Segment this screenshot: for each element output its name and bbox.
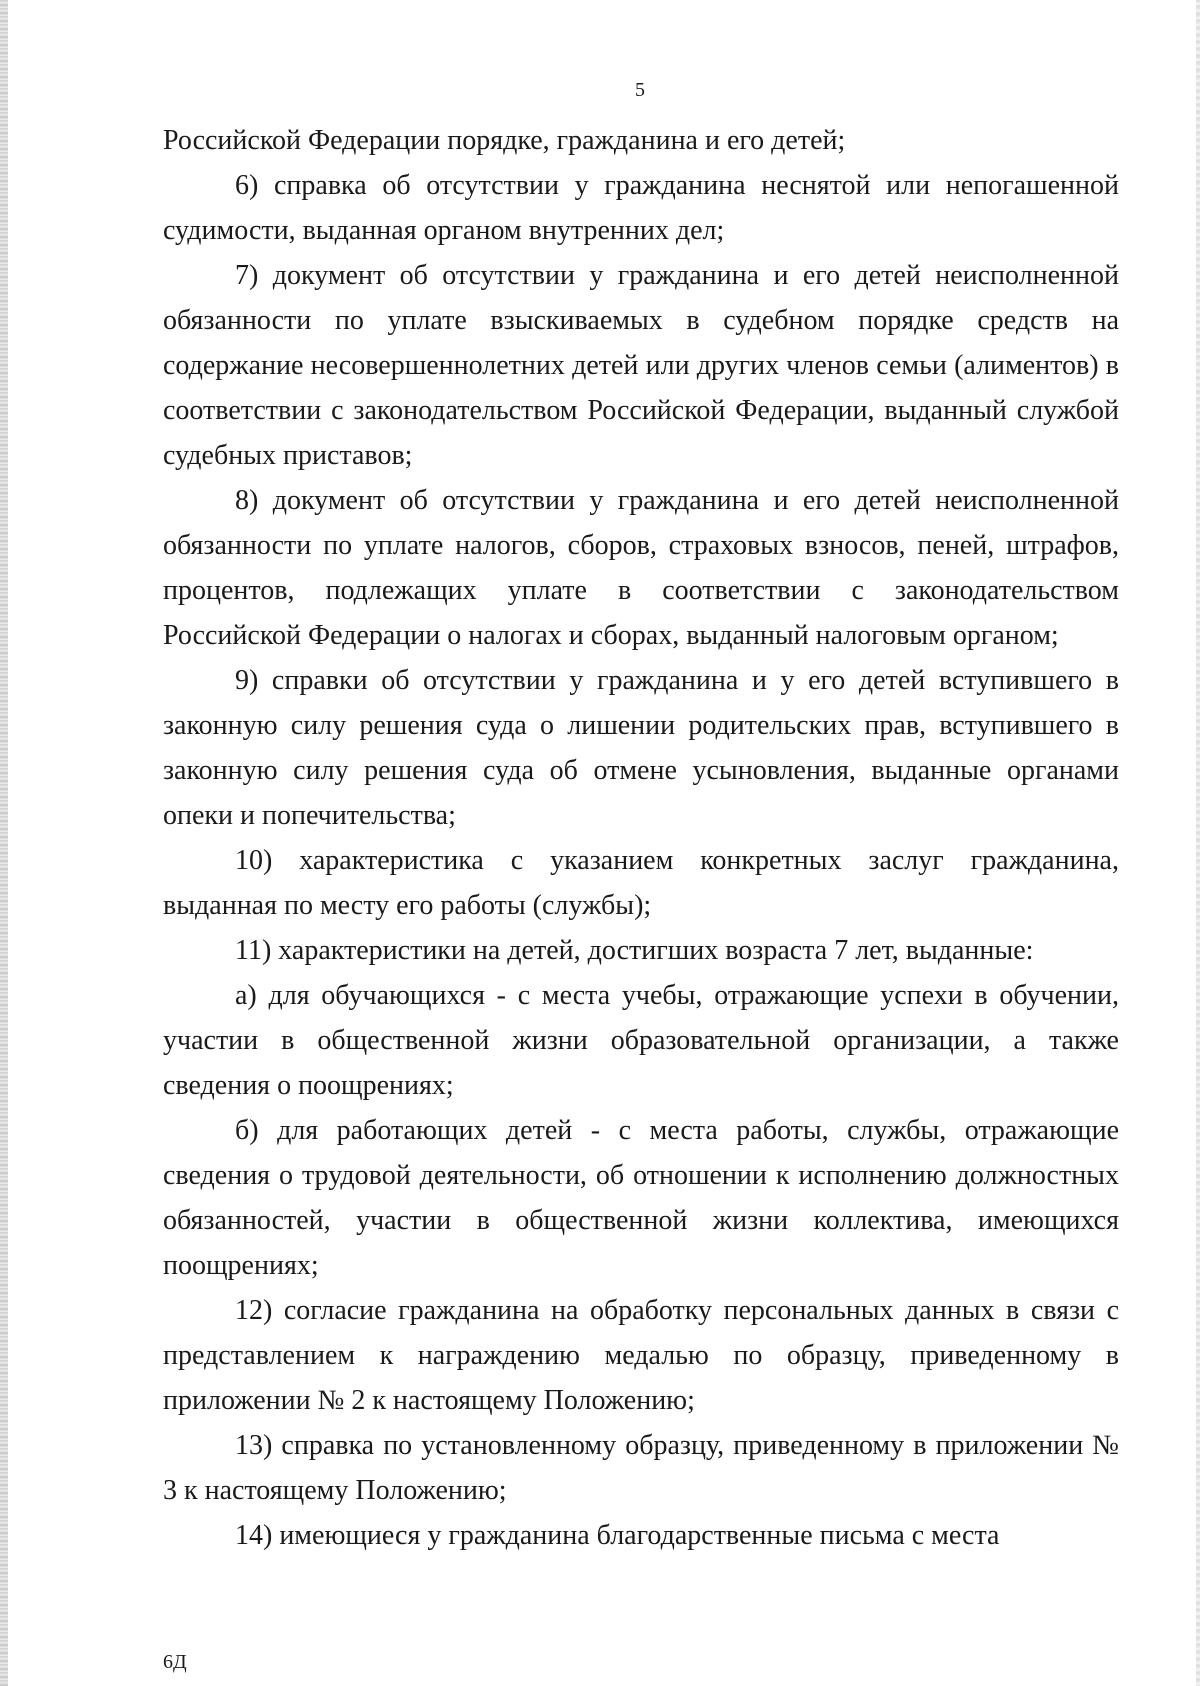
paragraph-continuation: Российской Федерации порядке, гражданина и его детей;: [163, 125, 846, 156]
list-item-13: 13) справка по установленному образцу, приведенному в приложении № 3 к настоящему Положению;: [163, 1430, 1119, 1506]
footer-code: 6Д: [163, 1651, 187, 1673]
list-item-14: 14) имеющиеся у гражданина благодарственные письма с места: [235, 1520, 1000, 1551]
list-item-8: 8) документ об отсутствии у гражданина и его детей неисполненной обязанности по уплате налогов, сборов, страховых взносов, пеней, штрафов, процентов, подлежащих уплате в соответствии с законодательством Российской Федерации о налогах и сборах, выданный налоговым органом;: [163, 485, 1119, 651]
page-number: 5: [635, 79, 645, 101]
list-item-9: 9) справки об отсутствии у гражданина и у его детей вступившего в законную силу решения суда о лишении родительских прав, вступившего в законную силу решения суда об отмене усыновления, выданные органами опеки и попечительства;: [163, 665, 1119, 831]
sub-item-b: б) для работающих детей - с места работы, службы, отражающие сведения о трудовой деятельности, об отношении к исполнению должностных обязанностей, участии в общественной жизни коллектива, имеющихся поощрениях;: [163, 1115, 1119, 1281]
scan-edge-left: [0, 0, 8, 1686]
list-item-7: 7) документ об отсутствии у гражданина и его детей неисполненной обязанности по уплате взыскиваемых в судебном порядке средств на содержание несовершеннолетних детей или других членов семьи (алиментов) в соответствии с законодательством Российской Федерации, выданный службой судебных приставов;: [163, 260, 1119, 471]
sub-item-a: а) для обучающихся - с места учебы, отражающие успехи в обучении, участии в общественной жизни образовательной организации, а также сведения о поощрениях;: [163, 980, 1119, 1101]
list-item-12: 12) согласие гражданина на обработку персональных данных в связи с представлением к награждению медалью по образцу, приведенному в приложении № 2 к настоящему Положению;: [163, 1295, 1119, 1416]
list-item-11: 11) характеристики на детей, достигших возраста 7 лет, выданные:: [235, 935, 1034, 966]
scan-edge-right: [1196, 0, 1200, 1686]
document-body: [163, 118, 1119, 1558]
list-item-10: 10) характеристика с указанием конкретных заслуг гражданина, выданная по месту его работы (службы);: [163, 845, 1119, 921]
list-item-6: 6) справка об отсутствии у гражданина неснятой или непогашенной судимости, выданная органом внутренних дел;: [163, 170, 1119, 246]
